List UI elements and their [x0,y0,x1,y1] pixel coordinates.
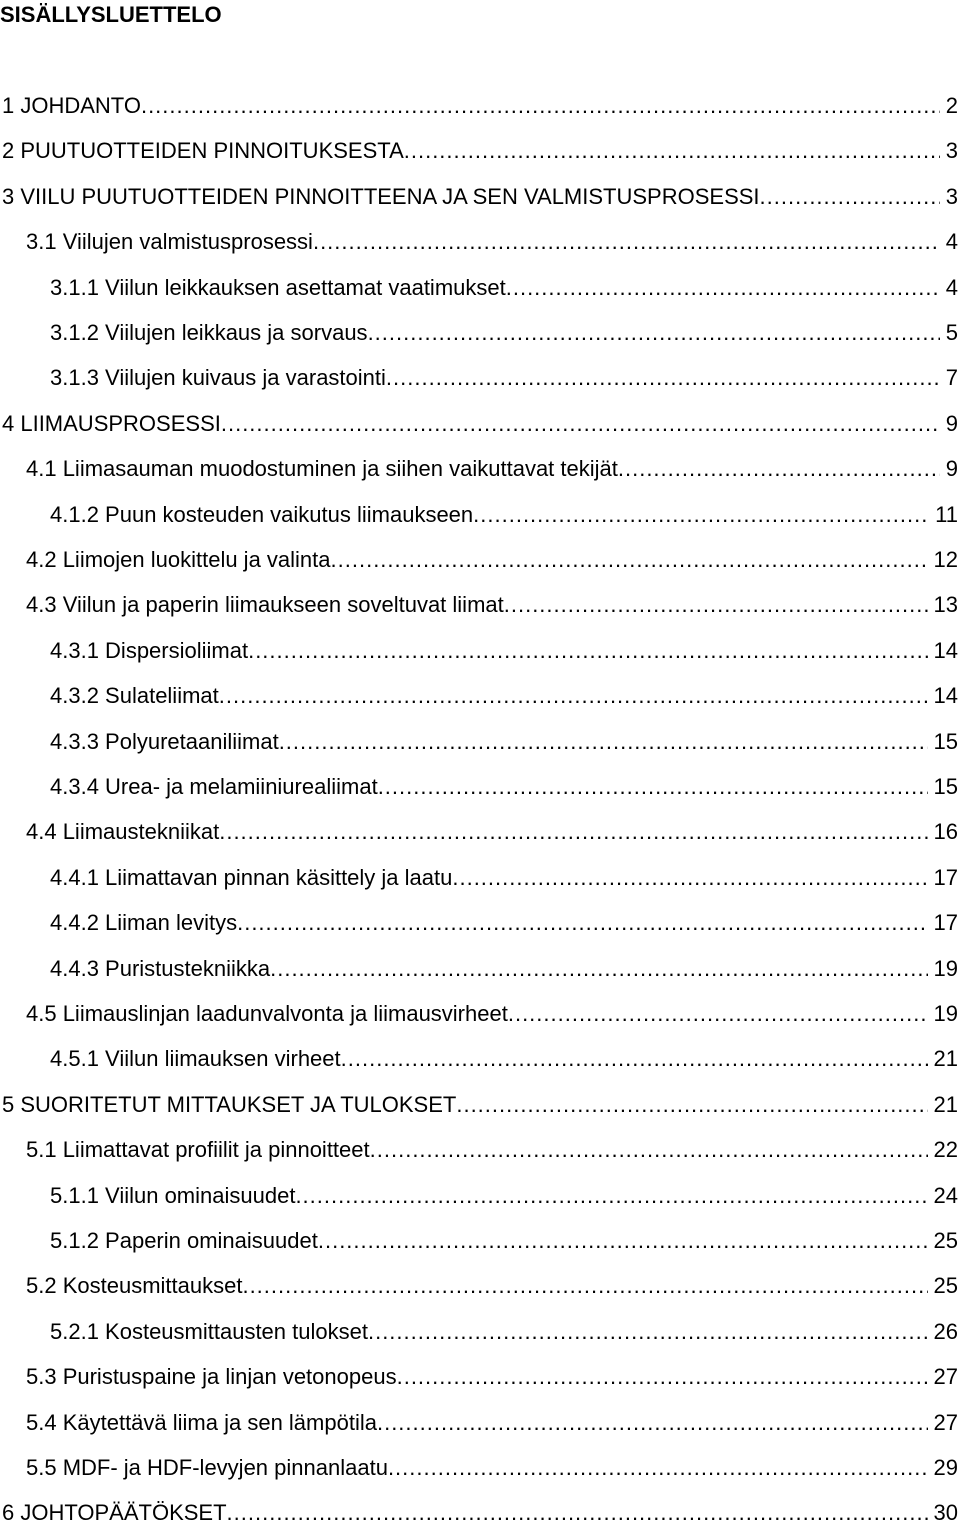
toc-entry-title: 5.1.2 Paperin ominaisuudet [50,1228,318,1253]
toc-entry[interactable] [2,1086,958,1118]
toc-leader-dots [279,729,928,755]
toc-entry[interactable] [50,859,958,891]
toc-entry-page-number: 19 [933,956,958,981]
toc-entry-title: 3.1.3 Viilujen kuivaus ja varastointi [50,365,386,390]
toc-entry-page-number: 13 [933,592,958,617]
toc-leader-dots [368,1319,928,1345]
toc-entry-title: 5.5 MDF- ja HDF-levyjen pinnanlaatu [26,1455,388,1480]
toc-entry[interactable] [2,1494,958,1526]
toc-entry[interactable] [50,723,958,755]
toc-leader-dots [242,1273,927,1299]
toc-entry-title: 1 JOHDANTO [2,93,141,118]
toc-entry-page-number: 17 [933,910,958,935]
toc-entry-page-number: 22 [933,1137,958,1162]
toc-entry[interactable] [50,1313,958,1345]
toc-entry-title: 4.1 Liimasauman muodostuminen ja siihen vaikuttavat tekijät [26,456,618,481]
toc-entry[interactable] [50,677,958,709]
toc-leader-dots [237,910,927,936]
toc-entry[interactable] [26,1131,958,1163]
toc-entry[interactable] [26,1449,958,1481]
toc-entry-page-number: 9 [945,456,958,481]
toc-entry-page-number: 30 [933,1500,958,1525]
toc-leader-dots [404,138,940,164]
toc-entry-title: 4.4.2 Liiman levitys [50,910,238,935]
toc-entry-page-number: 16 [933,819,958,844]
toc-leader-dots [508,1001,928,1027]
toc-leader-dots [377,1410,928,1436]
toc-entry-title: 5.4 Käytettävä liima ja sen lämpötila [26,1410,377,1435]
toc-entry-title: 3 VIILU PUUTUOTTEIDEN PINNOITTEENA JA SEN VALMISTUSPROSESSI [2,184,760,209]
toc-leader-dots [318,1228,928,1254]
toc-leader-dots [221,411,940,437]
toc-entry-page-number: 2 [945,93,958,118]
toc-entry-page-number: 29 [933,1455,958,1480]
toc-leader-dots [504,592,928,618]
toc-entry[interactable] [2,178,958,210]
toc-entry[interactable] [50,314,958,346]
toc-entry[interactable] [50,904,958,936]
toc-entry[interactable] [50,359,958,391]
toc-entry-title: 5.1 Liimattavat profiilit ja pinnoitteet [26,1137,370,1162]
toc-leader-dots [219,819,927,845]
toc-entry-title: 2 PUUTUOTTEIDEN PINNOITUKSESTA [2,138,404,163]
toc-entry-page-number: 26 [933,1319,958,1344]
toc-entry[interactable] [26,223,958,255]
toc-entry-title: 4.3 Viilun ja paperin liimaukseen soveltuvat liimat [26,592,504,617]
toc-entry[interactable] [50,632,958,664]
toc-entry-page-number: 9 [945,411,958,436]
toc-entry-page-number: 27 [933,1410,958,1435]
toc-leader-dots [456,1092,927,1118]
toc-leader-dots [313,229,940,255]
toc-entry-page-number: 4 [945,229,958,254]
toc-entry-title: 5.1.1 Viilun ominaisuudet [50,1183,296,1208]
toc-leader-dots [141,93,940,119]
toc-entry-page-number: 4 [945,275,958,300]
toc-entry[interactable] [50,269,958,301]
toc-entry[interactable] [26,1267,958,1299]
toc-entry[interactable] [26,450,958,482]
toc-entry-title: 4 LIIMAUSPROSESSI [2,411,221,436]
toc-leader-dots [473,502,929,528]
toc-entry-title: 4.3.2 Sulateliimat [50,683,219,708]
toc-entry-page-number: 19 [933,1001,958,1026]
toc-entry-title: 4.2 Liimojen luokittelu ja valinta [26,547,331,572]
toc-leader-dots [341,1046,928,1072]
toc-entry[interactable] [50,496,958,528]
toc-entry[interactable] [26,813,958,845]
toc-entry[interactable] [50,1040,958,1072]
toc-entry[interactable] [26,995,958,1027]
toc-entry-page-number: 7 [945,365,958,390]
toc-entry-title: 4.4.3 Puristustekniikka [50,956,271,981]
toc-leader-dots [331,547,928,573]
toc-entry[interactable] [2,87,958,119]
toc-entry-page-number: 24 [933,1183,958,1208]
toc-entry-title: 4.3.3 Polyuretaaniliimat [50,729,279,754]
toc-entry-title: 4.4 Liimaustekniikat [26,819,220,844]
toc-entry-title: 5.2.1 Kosteusmittausten tulokset [50,1319,368,1344]
toc-entry-title: 4.4.1 Liimattavan pinnan käsittely ja laatu [50,865,453,890]
toc-leader-dots [452,865,927,891]
toc-entry-page-number: 27 [933,1364,958,1389]
toc-entry-title: 4.1.2 Puun kosteuden vaikutus liimaukseen [50,502,474,527]
toc-entry-page-number: 21 [933,1046,958,1071]
toc-entry-title: 3.1.2 Viilujen leikkaus ja sorvaus [50,320,368,345]
toc-entry[interactable] [50,1177,958,1209]
toc-entry[interactable] [26,541,958,573]
toc-entry-title: 5.3 Puristuspaine ja linjan vetonopeus [26,1364,397,1389]
toc-entry-title: 3.1 Viilujen valmistusprosessi [26,229,313,254]
toc-leader-dots [219,683,928,709]
toc-entry[interactable] [26,1404,958,1436]
toc-entry-title: 4.5.1 Viilun liimauksen virheet [50,1046,341,1071]
toc-entry-page-number: 25 [933,1273,958,1298]
toc-entry-title: 6 JOHTOPÄÄTÖKSET [2,1500,227,1525]
toc-entry-title: 4.5 Liimauslinjan laadunvalvonta ja liimausvirheet [26,1001,508,1026]
toc-entry-page-number: 14 [933,638,958,663]
toc-entry[interactable] [50,950,958,982]
toc-leader-dots [618,456,940,482]
toc-leader-dots [388,1455,928,1481]
toc-entry[interactable] [2,132,958,164]
toc-entry-page-number: 3 [945,138,958,163]
toc-entry-title: 3.1.1 Viilun leikkauksen asettamat vaatimukset [50,275,506,300]
toc-entry-page-number: 11 [935,502,958,527]
toc-entry-title: 5.2 Kosteusmittaukset [26,1273,243,1298]
toc-entry-page-number: 14 [933,683,958,708]
page-title: SISÄLLYSLUETTELO [0,2,222,27]
toc-entry-page-number: 15 [933,774,958,799]
toc-entry-page-number: 15 [933,729,958,754]
toc-leader-dots [227,1500,928,1526]
toc-entry-page-number: 21 [933,1092,958,1117]
toc-leader-dots [368,320,940,346]
toc-entry[interactable] [26,586,958,618]
toc-leader-dots [270,956,927,982]
toc-entry-page-number: 5 [945,320,958,345]
toc-entry[interactable] [50,768,958,800]
toc-leader-dots [386,365,940,391]
toc-entry[interactable] [2,405,958,437]
toc-leader-dots [760,184,940,210]
toc-entry-title: 5 SUORITETUT MITTAUKSET JA TULOKSET [2,1092,457,1117]
toc-leader-dots [248,638,927,664]
toc-entry-title: 4.3.4 Urea- ja melamiiniurealiimat [50,774,378,799]
toc-entry[interactable] [50,1222,958,1254]
toc-leader-dots [378,774,928,800]
toc-leader-dots [370,1137,928,1163]
toc-leader-dots [506,275,940,301]
toc-entry-title: 4.3.1 Dispersioliimat [50,638,249,663]
toc-entry-page-number: 12 [933,547,958,572]
toc-leader-dots [295,1183,927,1209]
toc-leader-dots [397,1364,928,1390]
toc-entry-page-number: 25 [933,1228,958,1253]
toc-entry-page-number: 17 [933,865,958,890]
toc-entry[interactable] [26,1358,958,1390]
toc-entry-page-number: 3 [945,184,958,209]
